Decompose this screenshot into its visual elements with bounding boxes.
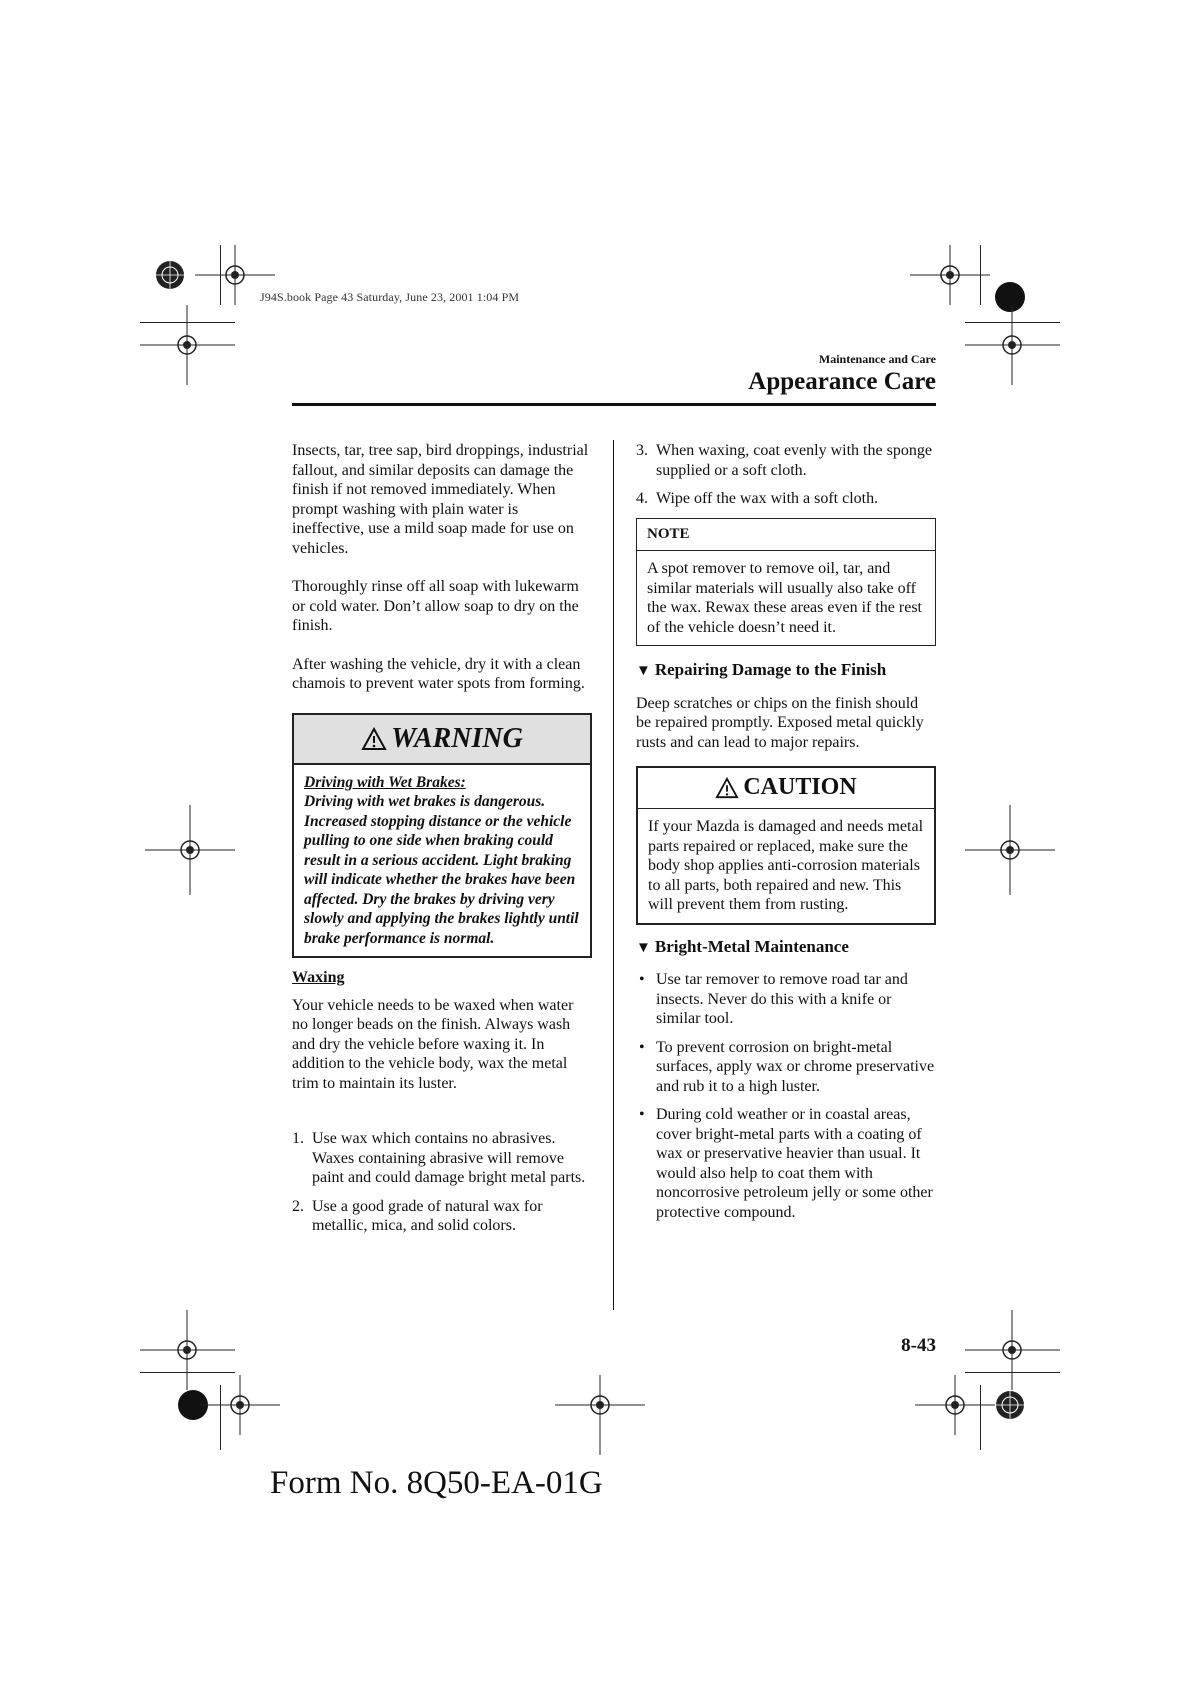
waxing-steps (292, 1129, 592, 1236)
note-box (636, 518, 936, 647)
note-text: A spot remover to remove oil, tar, and similar materials will usually also take off the wax. Rewax these areas even if the rest of the vehicle doesn’t need it. (647, 560, 922, 636)
bullet-icon: • (639, 1038, 645, 1056)
list-item (636, 970, 936, 1029)
crosshair-circle-icon (200, 1375, 280, 1435)
title-divider (292, 403, 936, 406)
right-column (636, 441, 936, 1231)
step-number: 1. (292, 1130, 304, 1147)
section-label: Maintenance and Care (818, 352, 936, 366)
page-title: Appearance Care (748, 368, 936, 395)
warning-header (294, 715, 590, 765)
bullet-icon: • (639, 971, 645, 988)
crosshair-circle-icon (145, 805, 235, 895)
list-item (636, 1038, 936, 1097)
form-number: Form No. 8Q50-EA-01G (270, 1465, 603, 1501)
registration-mark-icon (990, 1385, 1030, 1425)
caution-text: If your Mazda is damaged and needs metal parts repaired or replaced, make sure the body shop applies anti-corrosion materials to all parts, both repaired and new. This will prevent them from rusting. (648, 818, 924, 913)
crop-line (140, 1372, 235, 1373)
column-divider (613, 440, 614, 1310)
crosshair-circle-icon (140, 305, 235, 385)
warning-triangle-icon (715, 777, 739, 799)
list-item (292, 1129, 592, 1188)
caution-header (638, 768, 934, 809)
note-title: NOTE (637, 519, 935, 552)
crosshair-circle-icon (965, 1310, 1060, 1390)
crop-line (140, 322, 235, 323)
step-text: Use wax which contains no abrasives. Waxes containing abrasive will remove paint and could damage bright metal parts. (312, 1130, 586, 1186)
bullet-text: Use tar remover to remove road tar and insects. Never do this with a knife or similar tool. (656, 971, 908, 1027)
paragraph: Insects, tar, tree sap, bird droppings, industrial fallout, and similar deposits can damage the finish if not removed immediately. When prompt washing with plain water is ineffective, use a mild soap made for use on vehicles. (292, 442, 589, 557)
bullet-text: To prevent corrosion on bright-metal surfaces, apply wax or chrome preservative and rub it to a high luster. (656, 1038, 935, 1095)
list-item (636, 1105, 936, 1222)
bright-metal-heading-text: Bright-Metal Maintenance (654, 936, 849, 956)
crop-line (980, 245, 981, 305)
warning-subtitle: Driving with Wet Brakes: (304, 773, 466, 791)
repair-heading (636, 660, 936, 682)
waxing-heading: Waxing (292, 969, 345, 986)
list-item (636, 489, 936, 509)
warning-box (292, 713, 592, 959)
warning-body (294, 765, 590, 957)
paragraph: Deep scratches or chips on the finish should be repaired promptly. Exposed metal quickly rusts and can lead to major repairs. (636, 694, 924, 751)
waxing-steps-continued (636, 441, 936, 509)
warning-text: Driving with wet brakes is dangerous. Increased stopping distance or the vehicle pulling to one side when braking could result in a serious accident. Light braking will indicate whether the brakes have been affected. Dry the brakes by driving very slowly and applying the brakes lightly until brake performance is normal. (304, 793, 579, 947)
crosshair-circle-icon (555, 1375, 645, 1455)
step-text: Use a good grade of natural wax for metallic, mica, and solid colors. (312, 1197, 543, 1234)
registration-mark-icon (145, 250, 195, 300)
caution-title: CAUTION (743, 774, 857, 801)
crosshair-circle-icon (965, 805, 1055, 895)
crosshair-circle-icon (965, 305, 1060, 385)
bright-metal-heading (636, 937, 936, 959)
bright-metal-list (636, 970, 936, 1222)
bullet-icon: • (639, 1106, 645, 1123)
step-number: 3. (636, 442, 648, 459)
step-number: 4. (636, 490, 648, 507)
down-triangle-icon: ▼ (636, 939, 651, 956)
crop-line (220, 1385, 221, 1450)
list-item (292, 1197, 592, 1236)
caution-box (636, 766, 936, 925)
crop-line (220, 245, 221, 305)
bullet-text: During cold weather or in coastal areas, cover bright-metal parts with a coating of wax or preservative heavier than usual. It would also help to coat them with noncorrosive petroleum jelly or some other protective compound. (656, 1106, 933, 1221)
list-item (636, 441, 936, 480)
step-text: Wipe off the wax with a soft cloth. (656, 490, 879, 507)
crosshair-circle-icon (910, 245, 990, 305)
left-column (292, 441, 592, 1245)
print-info: J94S.book Page 43 Saturday, June 23, 2001 1:04 PM (260, 290, 520, 304)
step-text: When waxing, coat evenly with the sponge supplied or a soft cloth. (656, 442, 932, 479)
repair-heading-text: Repairing Damage to the Finish (654, 660, 887, 679)
paragraph: Your vehicle needs to be waxed when water no longer beads on the finish. Always wash and dry the vehicle before waxing it. In addition to the vehicle body, wax the metal trim to maintain its luster. (292, 996, 574, 1092)
crop-line (965, 322, 1060, 323)
step-number: 2. (292, 1197, 304, 1215)
warning-title: WARNING (391, 722, 523, 754)
paragraph: After washing the vehicle, dry it with a clean chamois to prevent water spots from forming. (292, 655, 585, 692)
crop-line (980, 1385, 981, 1450)
warning-triangle-icon (361, 727, 387, 751)
crop-line (965, 1372, 1060, 1373)
paragraph: Thoroughly rinse off all soap with lukewarm or cold water. Don’t allow soap to dry on the finish. (292, 578, 579, 634)
down-triangle-icon: ▼ (636, 663, 651, 679)
page-number: 8-43 (901, 1335, 936, 1356)
